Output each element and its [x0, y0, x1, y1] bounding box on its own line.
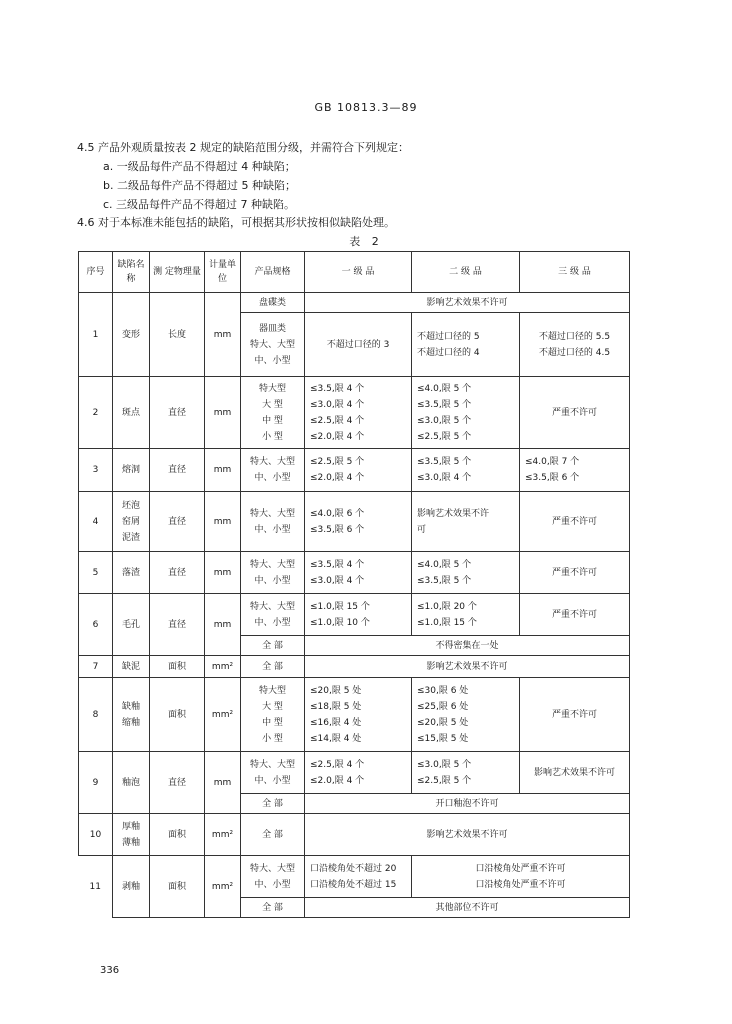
value-line: ≤25,限 6 处 — [417, 701, 469, 712]
value-line: ≤3.0,限 4 个 — [310, 399, 365, 410]
table-row — [79, 656, 630, 678]
product-spec — [241, 449, 305, 492]
product-spec: 全 部 — [241, 794, 305, 814]
spec-line: 特大、大型 — [249, 457, 295, 467]
unit: mm² — [205, 656, 241, 678]
third-grade: 严重不许可 — [520, 552, 630, 594]
value-line: 影响艺术效果不许 — [417, 508, 490, 519]
unit: mm — [205, 377, 241, 449]
table-row — [79, 752, 630, 794]
measure: 面积 — [150, 856, 205, 918]
second-grade — [412, 377, 520, 449]
first-grade — [305, 752, 412, 794]
spec-line: 特大型 — [258, 383, 286, 394]
product-spec — [241, 377, 305, 449]
table-header-row — [79, 252, 630, 293]
first-grade — [305, 678, 412, 752]
spec-line: 中、小型 — [254, 575, 291, 586]
col-header: 测 定物理量 — [150, 252, 205, 293]
value-line: 口沿棱角处不超过 20 — [310, 863, 397, 874]
table-row — [79, 678, 630, 752]
defect-table — [78, 251, 630, 918]
defect-name: 变形 — [113, 293, 150, 377]
second-grade — [412, 552, 520, 594]
col-header: 序号 — [79, 252, 113, 293]
merged-requirement: 影响艺术效果不许可 — [305, 656, 630, 678]
product-spec — [241, 752, 305, 794]
row-number: 8 — [79, 678, 113, 752]
product-spec: 全 部 — [241, 898, 305, 918]
page-header: GB 10813.3—89 — [314, 101, 418, 114]
name-line: 薄釉 — [121, 837, 140, 848]
defect-name: 落渣 — [113, 552, 150, 594]
row-number: 5 — [79, 552, 113, 594]
value-line: ≤3.5,限 5 个 — [417, 399, 472, 410]
spec-line: 特大、大型 — [249, 339, 295, 350]
unit: mm — [205, 293, 241, 377]
merged-requirement: 开口釉泡不许可 — [305, 794, 630, 814]
second-grade — [412, 492, 520, 552]
row-number: 3 — [79, 449, 113, 492]
second-grade — [412, 678, 520, 752]
value-line: 可 — [417, 524, 427, 535]
defect-name: 毛孔 — [113, 594, 150, 656]
unit: mm — [205, 594, 241, 656]
table-row — [79, 594, 630, 636]
row-number: 7 — [79, 656, 113, 678]
value-line: 口沿棱角处严重不许可 — [475, 863, 566, 874]
value-line: 口沿棱角处不超过 15 — [310, 879, 397, 890]
col-header: 一 级 品 — [305, 252, 412, 293]
unit: mm — [205, 492, 241, 552]
name-line: 坯泡 — [121, 500, 140, 511]
table-row — [79, 377, 630, 449]
measure: 长度 — [150, 293, 205, 377]
value-line: ≤3.5,限 5 个 — [417, 457, 472, 467]
spec-line: 特大、大型 — [249, 759, 295, 770]
value-line: ≤3.5,限 5 个 — [417, 575, 472, 586]
first-grade — [305, 492, 412, 552]
table-caption: 表 2 — [349, 235, 383, 248]
row-number: 2 — [79, 377, 113, 449]
unit: mm² — [205, 856, 241, 918]
defect-name — [113, 492, 150, 552]
clause-4-5-a: a. 一级品每件产品不得超过 4 种缺陷； — [103, 160, 296, 173]
measure: 直径 — [150, 449, 205, 492]
value-line: ≤2.5,限 5 个 — [417, 431, 472, 442]
spec-line: 器皿类 — [258, 323, 286, 334]
spec-line: 小 型 — [262, 431, 283, 442]
spec-line: 中、小型 — [254, 473, 291, 483]
value-line: ≤1.0,限 20 个 — [417, 601, 477, 612]
merged-requirement: 影响艺术效果不许可 — [305, 293, 630, 313]
value-line: ≤16,限 4 处 — [310, 717, 362, 728]
value-line: ≤1.0,限 10 个 — [310, 617, 370, 628]
measure: 直径 — [150, 377, 205, 449]
col-header: 三 级 品 — [520, 252, 630, 293]
value-line: ≤30,限 6 处 — [417, 685, 469, 696]
value-line: ≤2.5,限 4 个 — [310, 759, 365, 770]
row-number: 9 — [79, 752, 113, 814]
third-grade: 严重不许可 — [520, 377, 630, 449]
table-row — [79, 449, 630, 492]
value-line: ≤3.5,限 4 个 — [310, 559, 365, 570]
measure: 面积 — [150, 678, 205, 752]
value-line: ≤20,限 5 处 — [417, 717, 469, 728]
value-line: ≤4.0,限 7 个 — [525, 457, 580, 467]
table-row — [79, 293, 630, 313]
first-grade — [305, 449, 412, 492]
defect-name — [113, 814, 150, 856]
value-line: ≤4.0,限 5 个 — [417, 383, 472, 394]
product-spec — [241, 313, 305, 377]
col-header: 产品规格 — [241, 252, 305, 293]
name-line: 厚釉 — [121, 821, 140, 832]
merged-requirement: 其他部位不许可 — [305, 898, 630, 918]
row-number: 10 — [79, 814, 113, 856]
spec-line: 中、小型 — [254, 355, 291, 366]
unit: mm — [205, 552, 241, 594]
second-grade — [412, 752, 520, 794]
value-line: ≤2.0,限 4 个 — [310, 473, 365, 483]
third-grade — [520, 449, 630, 492]
product-spec: 盘碟类 — [241, 293, 305, 313]
value-line: ≤3.0,限 5 个 — [417, 415, 472, 426]
row-number: 6 — [79, 594, 113, 656]
value-line: ≤2.5,限 4 个 — [310, 415, 365, 426]
product-spec — [241, 552, 305, 594]
product-spec: 全 部 — [241, 656, 305, 678]
value-line: ≤3.0,限 4 个 — [417, 473, 472, 483]
merged-requirement — [412, 856, 630, 898]
product-spec — [241, 594, 305, 636]
third-grade: 影响艺术效果不许可 — [520, 752, 630, 794]
spec-line: 中、小型 — [254, 775, 291, 786]
value-line: ≤2.5,限 5 个 — [417, 775, 472, 786]
value-line: 不超过口径的 5 — [417, 331, 480, 342]
spec-line: 中、小型 — [254, 524, 291, 535]
defect-name: 熔洞 — [113, 449, 150, 492]
value-line: ≤18,限 5 处 — [310, 701, 362, 712]
table-row — [79, 856, 630, 898]
third-grade: 严重不许可 — [520, 492, 630, 552]
merged-requirement: 影响艺术效果不许可 — [305, 814, 630, 856]
name-line: 窑屑 — [121, 516, 140, 527]
value-line: ≤15,限 5 处 — [417, 733, 469, 744]
spec-line: 中、小型 — [254, 617, 291, 628]
unit: mm — [205, 449, 241, 492]
spec-line: 特大、大型 — [249, 863, 295, 874]
first-grade — [305, 377, 412, 449]
spec-line: 中、小型 — [254, 879, 291, 890]
unit: mm² — [205, 814, 241, 856]
first-grade — [305, 552, 412, 594]
second-grade — [412, 594, 520, 636]
value-line: ≤3.5,限 4 个 — [310, 383, 365, 394]
defect-name: 剥釉 — [113, 856, 150, 918]
value-line: ≤1.0,限 15 个 — [417, 617, 477, 628]
first-grade — [305, 594, 412, 636]
value-line: 不超过口径的 5.5 — [538, 331, 611, 342]
first-grade — [305, 856, 412, 898]
spec-line: 特大、大型 — [249, 508, 295, 519]
measure: 直径 — [150, 492, 205, 552]
value-line: ≤2.0,限 4 个 — [310, 775, 365, 786]
spec-line: 中 型 — [262, 717, 283, 728]
second-grade — [412, 313, 520, 377]
value-line: ≤3.0,限 4 个 — [310, 575, 365, 586]
value-line: ≤3.5,限 6 个 — [310, 524, 365, 535]
unit: mm² — [205, 678, 241, 752]
value-line: ≤3.5,限 6 个 — [525, 473, 580, 483]
value-line: ≤2.0,限 4 个 — [310, 431, 365, 442]
spec-line: 小 型 — [262, 733, 283, 744]
measure: 直径 — [150, 594, 205, 656]
clause-4-6: 4.6 对于本标准未能包括的缺陷，可根据其形状按相似缺陷处理。 — [77, 216, 395, 229]
product-spec — [241, 856, 305, 898]
measure: 面积 — [150, 814, 205, 856]
third-grade: 严重不许可 — [520, 594, 630, 636]
third-grade: 严重不许可 — [520, 678, 630, 752]
defect-name: 釉泡 — [113, 752, 150, 814]
value-line: ≤1.0,限 15 个 — [310, 601, 370, 612]
table-row — [79, 814, 630, 856]
clause-4-5-c: c. 三级品每件产品不得超过 7 种缺陷。 — [103, 198, 296, 211]
col-header: 缺陷名称 — [113, 252, 150, 293]
table-row — [79, 552, 630, 594]
row-number: 4 — [79, 492, 113, 552]
value-line: 不超过口径的 4.5 — [538, 347, 611, 358]
third-grade — [520, 313, 630, 377]
value-line: ≤20,限 5 处 — [310, 685, 362, 696]
value-line: ≤4.0,限 5 个 — [417, 559, 472, 570]
clause-4-5-b: b. 二级品每件产品不得超过 5 种缺陷； — [103, 179, 296, 192]
row-number: 11 — [79, 856, 113, 918]
spec-line: 特大、大型 — [249, 559, 295, 570]
product-spec — [241, 492, 305, 552]
first-grade: 不超过口径的 3 — [305, 313, 412, 377]
second-grade — [412, 449, 520, 492]
measure: 直径 — [150, 752, 205, 814]
unit: mm — [205, 752, 241, 814]
spec-line: 特大型 — [258, 685, 286, 696]
spec-line: 特大、大型 — [249, 601, 295, 612]
product-spec: 全 部 — [241, 814, 305, 856]
product-spec — [241, 678, 305, 752]
measure: 面积 — [150, 656, 205, 678]
defect-name: 斑点 — [113, 377, 150, 449]
value-line: ≤14,限 4 处 — [310, 733, 362, 744]
clause-4-5: 4.5 产品外观质量按表 2 规定的缺陷范围分级，并需符合下列规定： — [77, 141, 409, 154]
measure: 直径 — [150, 552, 205, 594]
merged-requirement: 不得密集在一处 — [305, 636, 630, 656]
spec-line: 大 型 — [262, 701, 283, 712]
product-spec: 全 部 — [241, 636, 305, 656]
value-line: ≤3.0,限 5 个 — [417, 759, 472, 770]
value-line: 不超过口径的 4 — [417, 347, 480, 358]
name-line: 缺釉 — [121, 701, 140, 712]
spec-line: 中 型 — [262, 415, 283, 426]
row-number: 1 — [79, 293, 113, 377]
spec-line: 大 型 — [262, 399, 283, 410]
table-row — [79, 492, 630, 552]
col-header: 二 级 品 — [412, 252, 520, 293]
name-line: 缩釉 — [121, 717, 140, 728]
value-line: ≤2.5,限 5 个 — [310, 457, 365, 467]
name-line: 泥渣 — [121, 532, 140, 543]
col-header: 计量单位 — [205, 252, 241, 293]
value-line: 口沿棱角处严重不许可 — [475, 879, 566, 890]
defect-name: 缺泥 — [113, 656, 150, 678]
defect-name — [113, 678, 150, 752]
value-line: ≤4.0,限 6 个 — [310, 508, 365, 519]
page-number: 336 — [100, 965, 120, 976]
